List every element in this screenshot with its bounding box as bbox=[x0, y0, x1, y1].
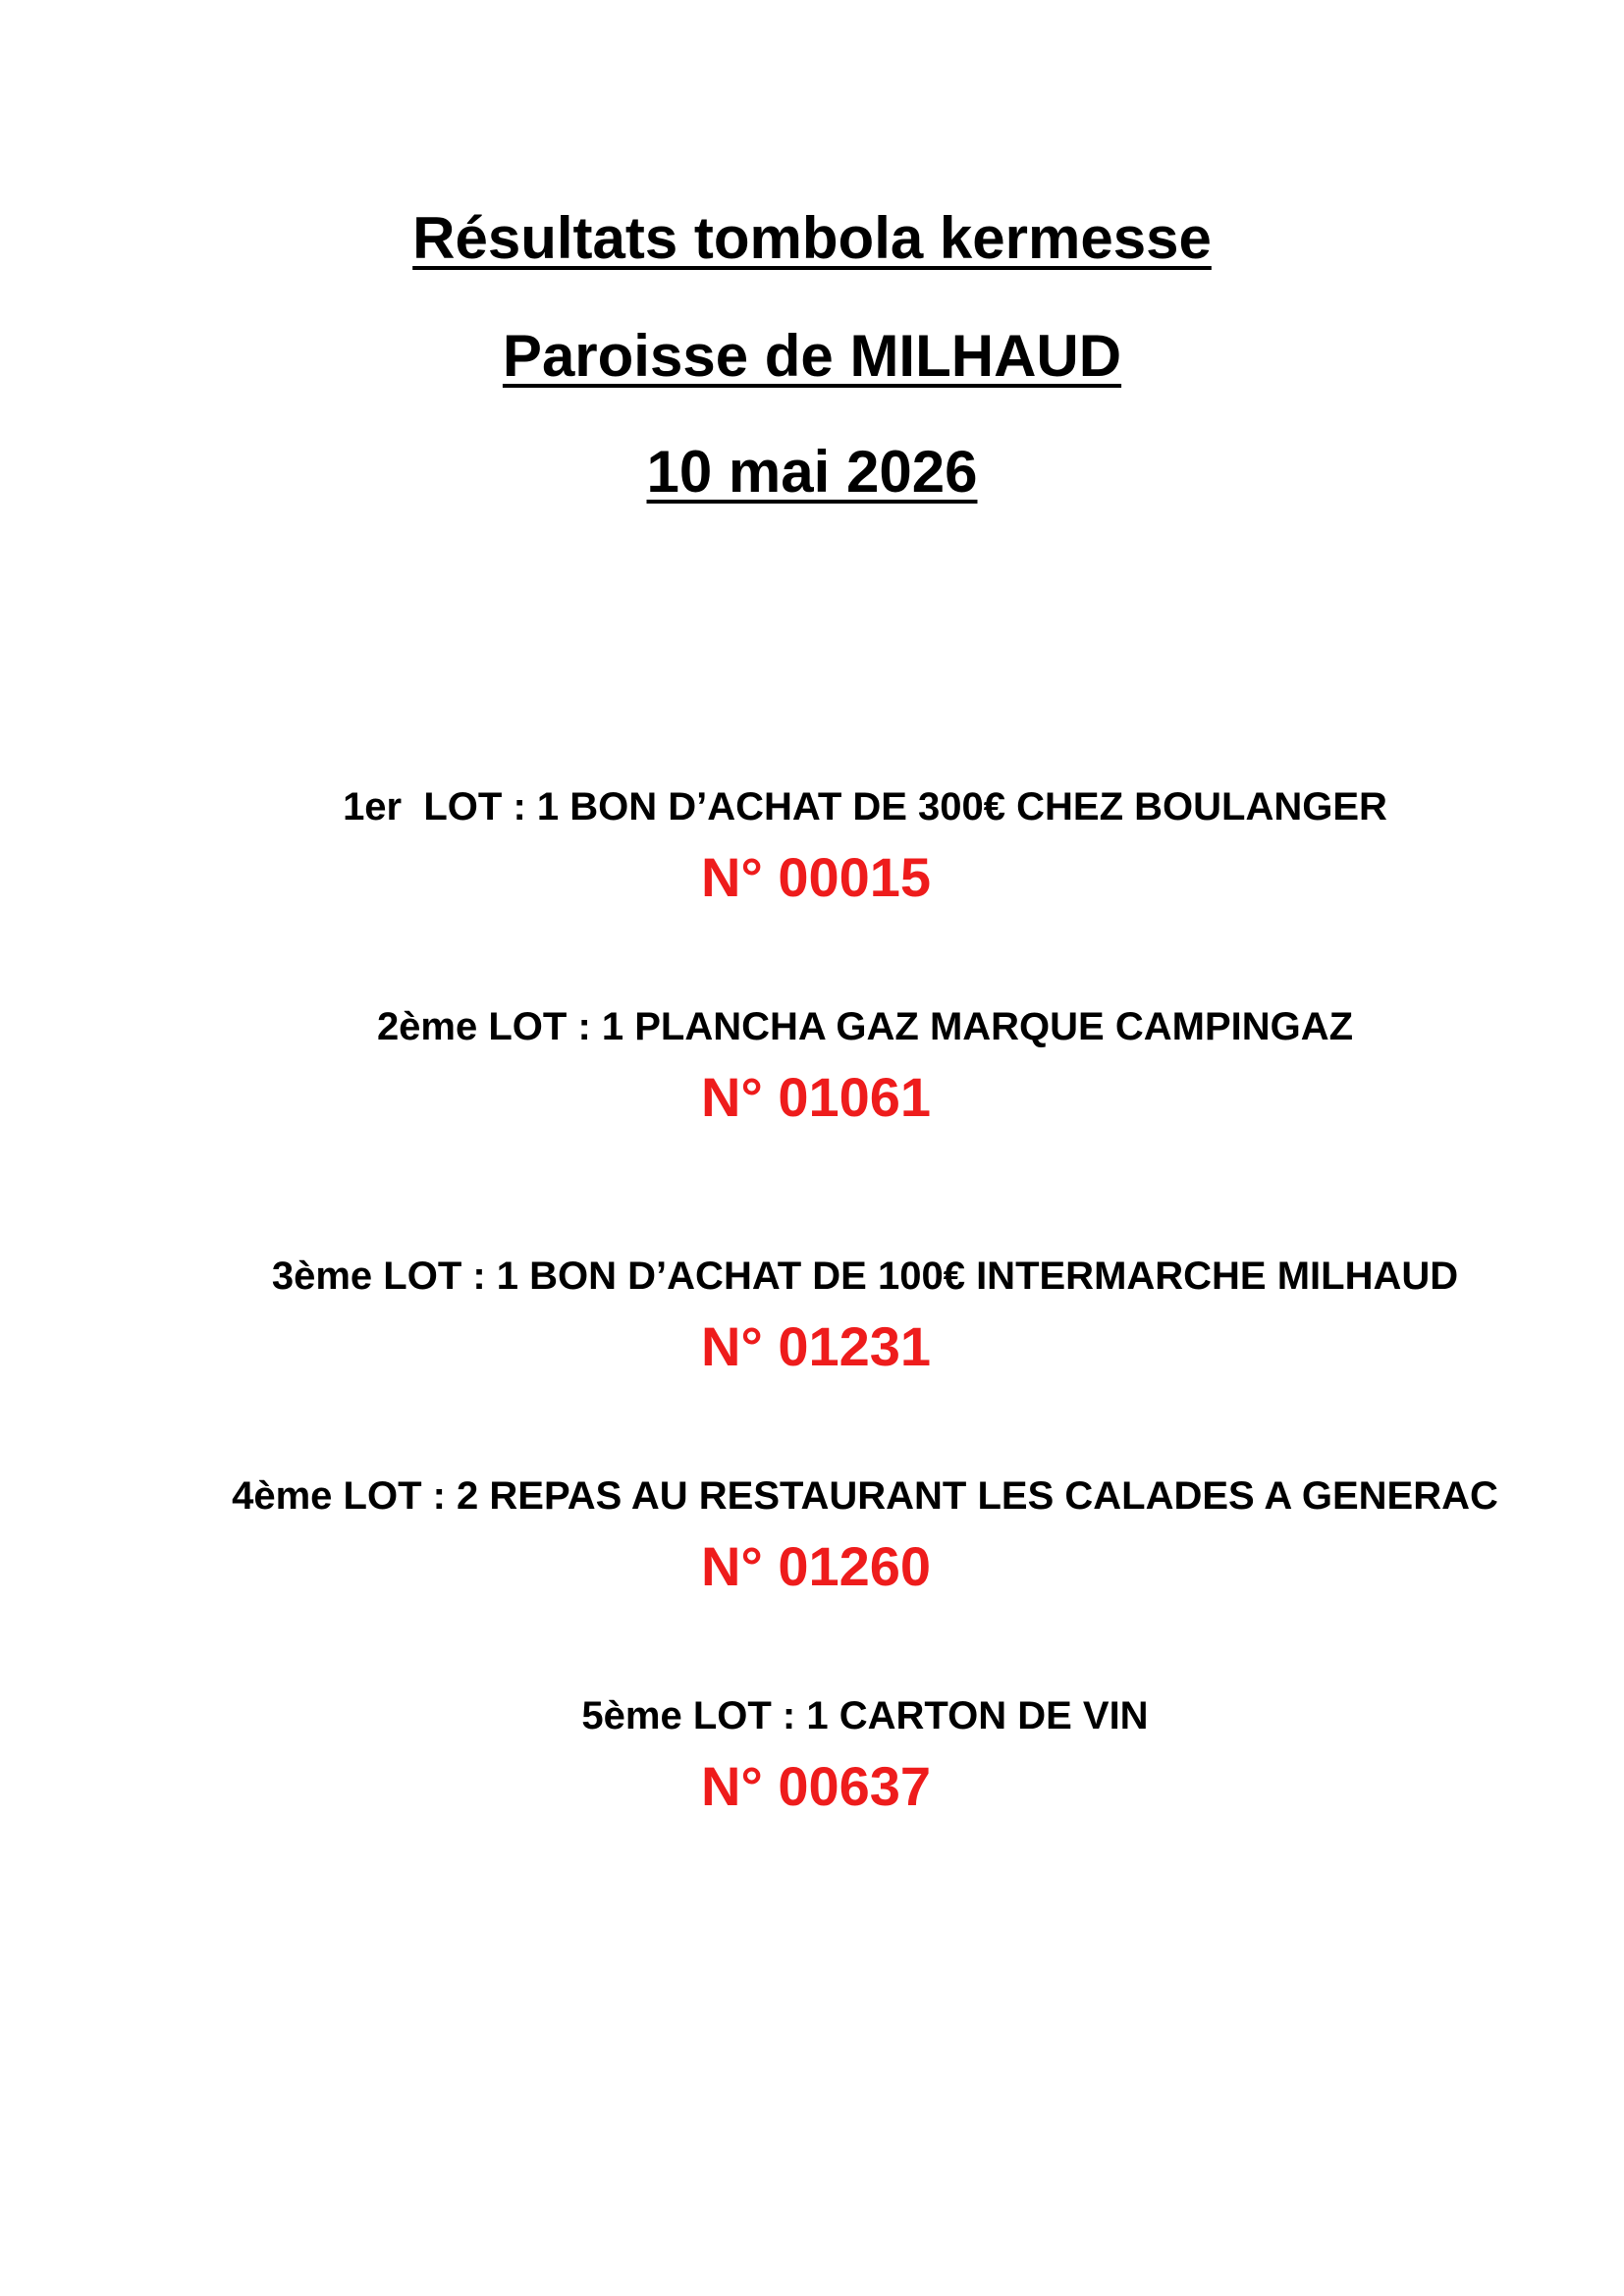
prize-1-number: N° 00015 bbox=[700, 846, 932, 908]
prize-1-label: 1er LOT : 1 BON D’ACHAT DE 300€ CHEZ BOULANGER bbox=[343, 785, 1387, 828]
prize-2-label: 2ème LOT : 1 PLANCHA GAZ MARQUE CAMPINGAZ bbox=[376, 1005, 1354, 1048]
prize-5-label: 5ème LOT : 1 CARTON DE VIN bbox=[581, 1694, 1149, 1737]
prize-2-number: N° 01061 bbox=[700, 1066, 932, 1128]
prize-5-number: N° 00637 bbox=[700, 1755, 932, 1817]
page-title-text: Résultats tombola kermesse bbox=[412, 205, 1212, 271]
prize-3-number: N° 01231 bbox=[700, 1315, 932, 1377]
prize-3-label: 3ème LOT : 1 BON D’ACHAT DE 100€ INTERMARCHE MILHAUD bbox=[271, 1255, 1459, 1298]
page-title bbox=[0, 204, 1624, 273]
prize-4-number: N° 01260 bbox=[700, 1535, 932, 1597]
parish-name-text: Paroisse de MILHAUD bbox=[502, 323, 1122, 389]
event-date bbox=[0, 438, 1624, 507]
prize-4-label: 4ème LOT : 2 REPAS AU RESTAURANT LES CALADES A GENERAC bbox=[232, 1474, 1498, 1518]
parish-name bbox=[0, 322, 1624, 391]
event-date-text: 10 mai 2026 bbox=[646, 439, 978, 505]
